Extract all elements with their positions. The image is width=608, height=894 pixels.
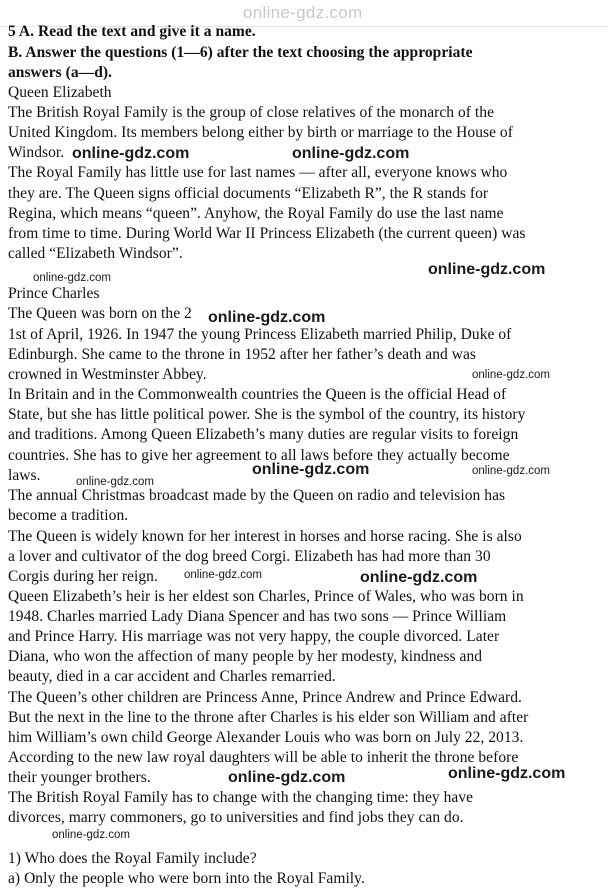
text-line: The Queen is widely known for her interest in horses and horse racing. She is also [8,528,522,545]
watermark: online-gdz.com [252,461,370,478]
text-line: The annual Christmas broadcast made by the Queen on radio and television has [8,487,506,504]
text-line: 1948. Charles married Lady Diana Spencer and has two sons — Prince William [8,608,507,625]
watermark: online-gdz.com [76,476,154,488]
watermark: online-gdz.com [184,569,262,581]
text-title: Queen Elizabeth [8,84,112,101]
text-line: they are. The Queen signs official documents “Elizabeth R”, the R stands for [8,185,489,202]
text-line: beauty, died in a car accident and Charles remarried. [8,668,336,685]
watermark: online-gdz.com [52,829,130,841]
site-watermark-header: online-gdz.com [243,3,363,22]
watermark: online-gdz.com [292,145,410,162]
text-title: Prince Charles [8,285,100,302]
text-line: him William’s own child George Alexander Louis who was born on July 22, 2013. [8,729,524,746]
text-line: Diana, who won the affection of many people by her modesty, kindness and [8,648,483,665]
text-line: their younger brothers. [8,769,151,786]
watermark: online-gdz.com [208,309,326,326]
text-line: According to the new law royal daughters will be able to inherit the throne before [8,749,519,766]
watermark: online-gdz.com [448,765,566,782]
watermark: online-gdz.com [428,261,546,278]
text-line: Queen Elizabeth’s heir is her eldest son Charles, Prince of Wales, who was born in [8,588,524,605]
text-line: The British Royal Family has to change with the changing time: they have [8,789,474,806]
watermark: online-gdz.com [472,465,550,477]
watermark: online-gdz.com [72,145,190,162]
text-line: and Prince Harry. His marriage was not very happy, the couple divorced. Later [8,628,500,645]
text-line: The British Royal Family is the group of close relatives of the monarch of the [8,104,495,121]
text-line: divorces, marry commoners, go to universities and find jobs they can do. [8,809,464,826]
text-line: and traditions. Among Queen Elizabeth’s many duties are regular visits to foreign [8,426,519,443]
text-line: State, but she has little political power. She is the symbol of the country, its history [8,406,526,423]
text-line: Windsor. [8,144,65,161]
text-line: Edinburgh. She came to the throne in 1952 after her father’s death and was [8,346,476,363]
watermark: online-gdz.com [472,369,550,381]
task-title: 5 A. Read the text and give it a name. [8,23,256,40]
task-instruction: answers (a—d). [8,64,113,81]
watermark: online-gdz.com [360,569,478,586]
text-line: crowned in Westminster Abbey. [8,366,207,383]
text-line: Regina, which means “queen”. Anyhow, the Royal Family do use the last name [8,205,504,222]
watermark: online-gdz.com [33,272,111,284]
text-line: 1st of April, 1926. In 1947 the young Princess Elizabeth married Philip, Duke of [8,326,512,343]
text-line: countries. She has to give her agreement to all laws before they actually become [8,447,510,464]
watermark: online-gdz.com [228,769,346,786]
question: 1) Who does the Royal Family include? [8,850,257,867]
text-line: The Royal Family has little use for last names — after all, everyone knows who [8,164,508,181]
text-line: laws. [8,467,41,484]
answer-option: a) Only the people who were born into the Royal Family. [8,870,365,887]
text-line: United Kingdom. Its members belong either by birth or marriage to the House of [8,124,513,141]
text-line: from time to time. During World War II Princess Elizabeth (the current queen) was [8,225,526,242]
text-line: become a tradition. [8,507,129,524]
text-line: a lover and cultivator of the dog breed Corgi. Elizabeth has had more than 30 [8,548,491,565]
text-line: called “Elizabeth Windsor”. [8,245,183,262]
text-line: The Queen was born on the 2 [8,305,192,322]
text-line: The Queen’s other children are Princess Anne, Prince Andrew and Prince Edward. [8,689,522,706]
text-line: In Britain and in the Commonwealth countries the Queen is the official Head of [8,386,507,403]
text-line: Corgis during her reign. [8,568,158,585]
task-instruction: B. Answer the questions (1—6) after the text choosing the appropriate [8,44,473,61]
text-line: But the next in the line to the throne after Charles is his elder son William and after [8,709,529,726]
